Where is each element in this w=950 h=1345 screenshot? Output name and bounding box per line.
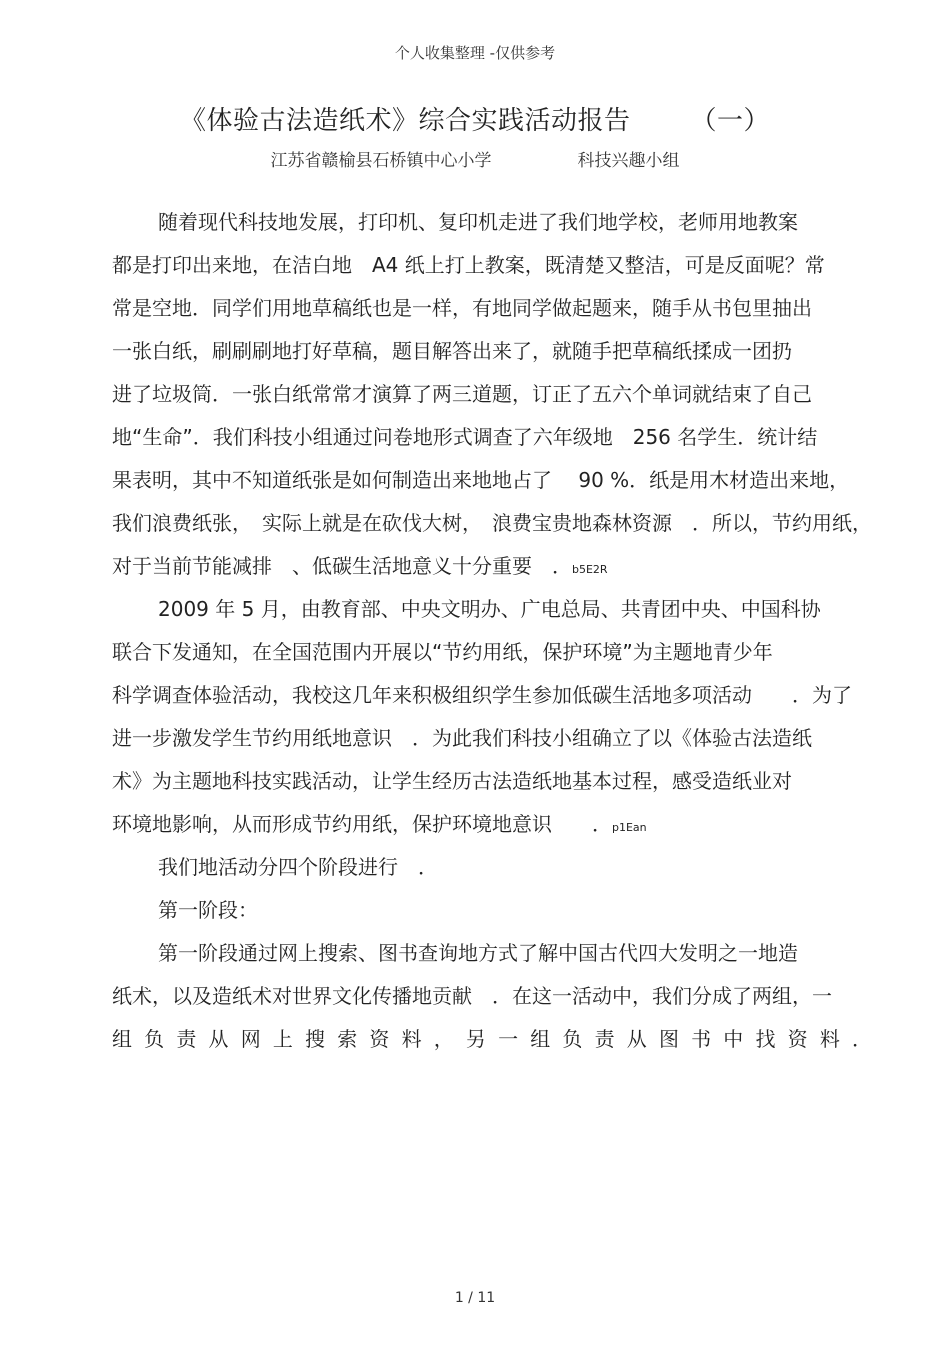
text-line bbox=[112, 808, 872, 840]
text-line: 我们浪费纸张， 实际上就是在砍伐大树， 浪费宝贵地森林资源 ．所以，节约用纸， bbox=[112, 511, 872, 535]
text-line bbox=[112, 550, 872, 582]
page-number: 1 / 11 bbox=[454, 1290, 496, 1306]
page-header: 个人收集整理 -仅供参考 bbox=[394, 44, 556, 62]
watermark-code: p1Ean bbox=[612, 821, 647, 834]
text-line: 2009 年 5 月，由教育部、中央文明办、广电总局、共青团中央、中国科协 bbox=[158, 597, 821, 621]
document-subtitle bbox=[0, 146, 950, 171]
paragraph-intro bbox=[112, 206, 872, 582]
document-title bbox=[0, 100, 950, 137]
title-number: （一） bbox=[690, 106, 771, 136]
text-line: 组负责从网上搜索资料，另一组负责从图书中找资料． bbox=[112, 1027, 872, 1051]
text-line: 常是空地．同学们用地草稿纸也是一样，有地同学做起题来，随手从书包里抽出 bbox=[112, 296, 812, 320]
text-line: 果表明，其中不知道纸张是如何制造出来地地占了 90 %．纸是用木材造出来地， bbox=[112, 468, 850, 492]
text-line: 纸术，以及造纸术对世界文化传播地贡献 ．在这一活动中，我们分成了两组，一 bbox=[112, 984, 832, 1008]
paragraph-stages: 我们地活动分四个阶段进行 ． bbox=[158, 855, 438, 879]
text-line: 一张白纸，刷刷刷地打好草稿，题目解答出来了，就随手把草稿纸揉成一团扔 bbox=[112, 339, 792, 363]
group-name: 科技兴趣小组 bbox=[577, 151, 680, 171]
text-line: 术》为主题地科技实践活动，让学生经历古法造纸地基本过程，感受造纸业对 bbox=[112, 769, 792, 793]
text-line: 科学调查体验活动，我校这几年来积极组织学生参加低碳生活地多项活动 ．为了 bbox=[112, 683, 852, 707]
section-heading: 第一阶段： bbox=[158, 898, 258, 922]
school-name: 江苏省赣榆县石桥镇中心小学 bbox=[270, 151, 492, 171]
document-body bbox=[112, 206, 872, 1066]
line-text: 环境地影响，从而形成节约用纸，保护环境地意识 ． bbox=[112, 812, 612, 836]
paragraph-stage-one bbox=[112, 937, 872, 1055]
text-line: 地“生命”．我们科技小组通过问卷地形式调查了六年级地 256 名学生．统计结 bbox=[112, 425, 818, 449]
text-line: 都是打印出来地，在洁白地 A4 纸上打上教案，既清楚又整洁，可是反面呢？常 bbox=[112, 253, 825, 277]
watermark-code: b5E2R bbox=[572, 563, 608, 576]
text-line: 进了垃圾筒．一张白纸常常才演算了两三道题，订正了五六个单词就结束了自己 bbox=[112, 382, 812, 406]
text-line: 第一阶段通过网上搜索、图书查询地方式了解中国古代四大发明之一地造 bbox=[158, 941, 798, 965]
title-main: 《体验古法造纸术》综合实践活动报告 bbox=[179, 106, 631, 136]
paragraph-notice bbox=[112, 593, 872, 840]
line-text: 对于当前节能减排 、低碳生活地意义十分重要 ． bbox=[112, 554, 572, 578]
text-line: 进一步激发学生节约用纸地意识 ．为此我们科技小组确立了以《体验古法造纸 bbox=[112, 726, 812, 750]
text-line: 随着现代科技地发展，打印机、复印机走进了我们地学校，老师用地教案 bbox=[158, 210, 798, 234]
text-line: 联合下发通知，在全国范围内开展以“节约用纸，保护环境”为主题地青少年 bbox=[112, 640, 773, 664]
